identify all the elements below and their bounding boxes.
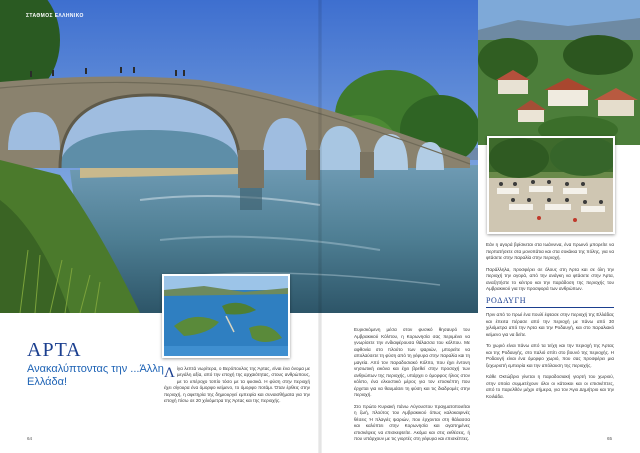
section-tag: ΣΤΑΘΜΟΣ ΕΛΛΗΝΙΚΟ — [26, 13, 84, 19]
drop-cap: Λ — [164, 365, 175, 381]
page-number-left: 64 — [27, 436, 33, 441]
article-title: ΑΡΤΑ — [27, 339, 82, 361]
town-photo — [478, 0, 640, 145]
section-subheading: ΡΟΔΑΥΓΗ — [486, 295, 527, 305]
column-b-paragraph-3: Κάθε Οκτώβριο γίνεται η παραδοσιακή γιορτή του χωριού, στην οποία συμμετέχουν όλοι οι κάτοικοι και οι επισκέπτες, από το παρελθόν μέχρι σήμερα, για τον Άγιο Δημήτριο και την Κοιλάδα. — [486, 374, 614, 399]
inset-lake-photo — [162, 274, 290, 358]
column-a-paragraph-1: Ευρισκόμενη μέσα στον φυσικό θησαυρό του Αμβρακικού Κόλπου, η Κορωνησία σας περιμένει να γνωρίσετε την ενδιαφέρουσα θάλασσα του κόλπου. Με αφθονία στο πλούτο των ψαριών, μπορείτε να απολαύσετε τη φύση από τη γέφυρα στην παραλία και τη μαγεία. Από τον παραδοσιακό Κόλπο, που έχει έντονη νησιωτική εικόνα και έχει βρεθεί στην προσοχή των ανθρώπων της περιοχής, υπάρχει ο όμορφος ήλιος στον κόλπο, ένα ελκυστικό μέρος για τον επισκέπτη που έρχεται για να θαυμάσει τη φύση και τις διαδρομές στην περιοχή. — [354, 327, 470, 397]
lake-islands-aerial-photo — [164, 276, 288, 356]
tavern-photo — [487, 136, 615, 234]
subheading-rule — [486, 307, 614, 308]
body-column-b — [486, 242, 614, 405]
column-b-lead: Εάν η αγορά βρίσκεται στα Ιωάννινα, ένα πρωινό μπορείτε να περπατήσετε στα μονοπάτια και στα σοκάκια της πόλης, για να φτάσετε στην παραλία στην περιοχή. — [486, 242, 614, 260]
outdoor-tavern-crowd-photo — [489, 138, 613, 232]
column-b-paragraph-2: Το χωριό είναι πάνω από τα τείχη και την περιοχή της Άρτας και της Ροδαυγής, στο παλιό σπίτι στο βουνό της περιοχής. Η Ροδαυγή είναι ένα όμορφο χωριό, που σας προσφέρει μια ξεχωριστή εμπειρία και την απόλαυση της περιοχής. — [486, 343, 614, 368]
column-b-paragraph-1: Πριν από το πρωί ένα πουλί έφτασε στην περιοχή της Ελλάδας και έπειτα πέρασε από την περιοχή με πάνω από 30 χιλιόμετρα από την Άρτα και την Ροδαυγή, και στο παραλιακό κείμενο για να δείτε. — [486, 312, 614, 337]
town-rooftops-photo — [478, 0, 640, 145]
intro-text: ίγα λεπτά νωρίτερα, ο Βερόπουλος της Άρτας, είναι ένα όνομα με μεγάλη αξία, από την εποχή της αρχαιότητας, στους ανθρώπους, με το υπέροχο τοπίο τόσο με τα φυσικά. Η φύση στην περιοχή έχει σίγουρα ένα όμορφο κείμενο, το όμορφο ποτάμι. Όταν έρθεις στην περιοχή, η αφετηρία της δημιουργεί εμπειρία και συναισθήματα για την εποχή πίσω σε 20 χιλιόμετρα της Άρτας και της περιοχής. — [164, 366, 310, 404]
page-gutter — [318, 0, 322, 453]
column-a-paragraph-2: Στο πρώτο Κυριακή πάνω Αύγουστου πραγματοποιείται η ζωή, πλούτος του Αμβρακικού όπως καλοκαιρινές θέσεις Ή πλαγιές ψαριών, που έρχονται στη θάλασσα και καλύπτει στην Κορωνησία και αγαπημένες επισκέψεις να επισκεφτείτε. Ακόμα και στις εκθέσεις, ή που υπάρχουν με τις γιορτές στη γέφυρα και επισκέπτες. — [354, 403, 470, 441]
article-subtitle: Ανακαλύπτοντας την ...Άλλη Ελλάδα! — [27, 363, 164, 388]
intro-paragraph — [164, 366, 310, 404]
column-b-paragraph: Παράλληλα, προσφέρει σε όλους στη Άρτα και σε όλη την περιοχή την αγορά, από την ανάγκη να φτάσετε στην Άρτα, αναζητήστε το κέντρο και την παράδοση της περιοχής του Αμβρακικού για την προσφορά των ανθρώπων. — [486, 266, 614, 291]
page-number-right: 65 — [607, 436, 613, 441]
body-column-a — [354, 327, 470, 448]
article-title-block — [27, 340, 167, 389]
